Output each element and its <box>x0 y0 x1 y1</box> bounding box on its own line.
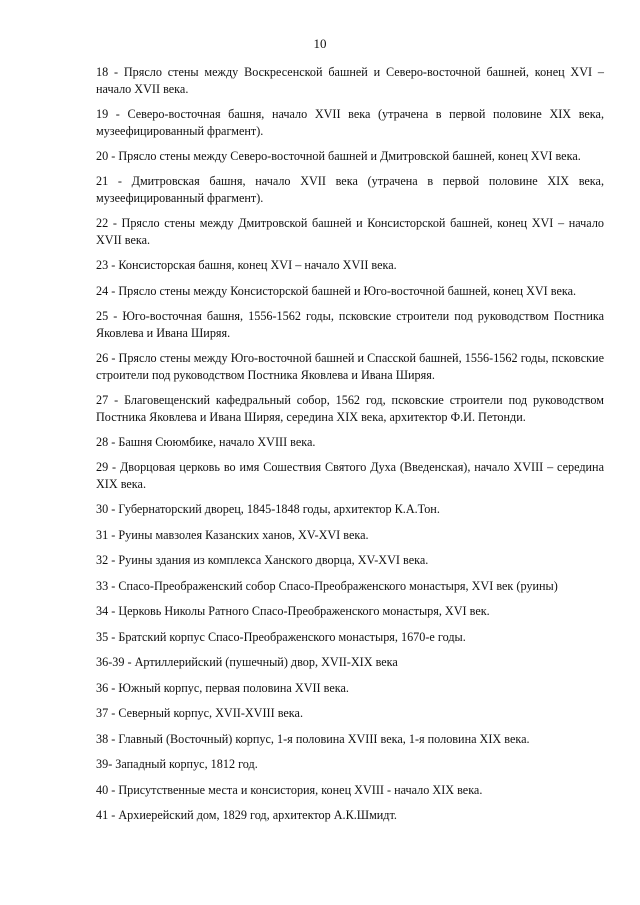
list-item: 25 - Юго-восточная башня, 1556-1562 годы, псковские строители под руководством Постника Яковлева и Ивана Ширяя. <box>96 308 604 340</box>
list-item: 40 - Присутственные места и консистория, конец XVIII - начало XIX века. <box>96 782 483 797</box>
list-item: 32 - Руины здания из комплекса Ханского дворца, XV-XVI века. <box>96 553 429 567</box>
list-item: 18 - Прясло стены между Воскресенской башней и Северо-восточной башней, конец XVI – начало XVII века. <box>96 65 604 96</box>
list-item: 22 - Прясло стены между Дмитровской башней и Консисторской башней, конец XVI – начало XVII века. <box>96 216 604 247</box>
list-item: 31 - Руины мавзолея Казанских ханов, XV-XVI века. <box>96 527 369 542</box>
list-item: 34 - Церковь Николы Ратного Спасо-Преображенского монастыря, XVI век. <box>96 604 490 618</box>
list-item: 19 - Северо-восточная башня, начало XVII века (утрачена в первой половине XIX века, музеефицированный фрагмент). <box>96 107 604 138</box>
list-item: 20 - Прясло стены между Северо-восточной башней и Дмитровской башней, конец XVI века. <box>96 149 581 163</box>
list-item: 41 - Архиерейский дом, 1829 год, архитектор А.К.Шмидт. <box>96 808 397 822</box>
list-item: 21 - Дмитровская башня, начало XVII века (утрачена в первой половине XIX века, музеефицированный фрагмент). <box>96 174 604 205</box>
list-item: 30 - Губернаторский дворец, 1845-1848 годы, архитектор К.А.Тон. <box>96 502 440 516</box>
list-item: 39- Западный корпус, 1812 год. <box>96 757 258 771</box>
list-item: 35 - Братский корпус Спасо-Преображенского монастыря, 1670-е годы. <box>96 629 466 644</box>
list-item: 28 - Башня Сююмбике, начало XVIII века. <box>96 434 316 449</box>
list-item: 36-39 - Артиллерийский (пушечный) двор, XVII-XIX века <box>96 655 398 669</box>
list-item: 24 - Прясло стены между Консисторской башней и Юго-восточной башней, конец XVI века. <box>96 283 577 298</box>
list-item: 29 - Дворцовая церковь во имя Сошествия Святого Духа (Введенская), начало XVIII – середина XIX века. <box>96 460 604 491</box>
list-item: 38 - Главный (Восточный) корпус, 1-я половина XVIII века, 1-я половина XIX века. <box>96 731 530 746</box>
list-item: 36 - Южный корпус, первая половина XVII века. <box>96 680 349 695</box>
list-item: 26 - Прясло стены между Юго-восточной башней и Спасской башней, 1556-1562 годы, псковские строители под руководством Постника Яковлева и Ивана Ширяя. <box>96 350 604 382</box>
list-item: 23 - Консисторская башня, конец XVI – начало XVII века. <box>96 258 397 272</box>
list-item: 37 - Северный корпус, XVII-XVIII века. <box>96 706 303 720</box>
list-item: 33 - Спасо-Преображенский собор Спасо-Преображенского монастыря, XVI век (руины) <box>96 578 558 593</box>
list-item: 27 - Благовещенский кафедральный собор, 1562 год, псковские строители под руководством Постника Яковлева и Ивана Ширяя, середина XIX века, архитектор Ф.И. Петонди. <box>96 392 604 424</box>
monument-list <box>96 64 604 833</box>
page-number: 10 <box>313 36 327 51</box>
